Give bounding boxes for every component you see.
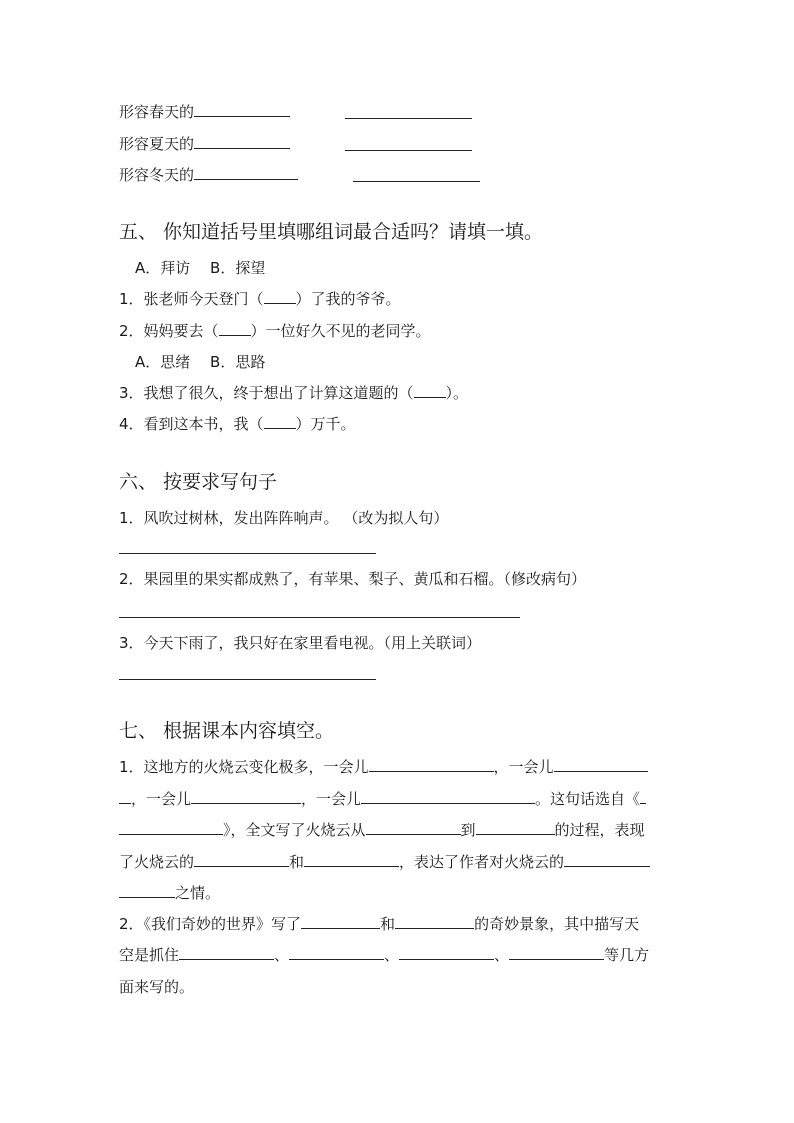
row-label: 形容冬天的 (119, 166, 195, 184)
answer-blank[interactable] (361, 789, 535, 804)
answer-blank[interactable] (264, 289, 296, 304)
answer-blank[interactable] (476, 820, 555, 835)
row-label: 形容夏天的 (119, 135, 195, 153)
question-item: 3．今天下雨了，我只好在家里看电视。（用上关联词） (119, 634, 482, 652)
question-item: 1．风吹过树林，发出阵阵响声。 （改为拟人句） (119, 509, 449, 527)
fill-line: 之情。 (119, 883, 220, 903)
fill-line: 面来写的。 (119, 978, 195, 996)
answer-blank[interactable] (509, 945, 604, 960)
fill-line: 空是抓住 、 、 、 等几方 (119, 946, 650, 964)
answer-line[interactable] (119, 553, 376, 554)
answer-blank[interactable] (191, 789, 301, 804)
section-title: 六、 按要求写句子 (119, 471, 278, 493)
fill-line: 了火烧云的 和 ，表达了作者对火烧云的 (119, 852, 650, 872)
question-row (119, 134, 290, 154)
question-item: 2．果园里的果实都成熟了，有苹果、梨子、黄瓜和石榴。（修改病句） (119, 570, 587, 588)
answer-blank[interactable] (345, 150, 472, 151)
answer-blank[interactable] (414, 383, 446, 398)
answer-blank[interactable] (219, 321, 251, 336)
answer-blank[interactable] (264, 414, 296, 429)
question-row (119, 165, 298, 185)
answer-blank[interactable] (289, 945, 384, 960)
fill-line: ，一会儿 ，一会儿 。这句话选自《 (119, 789, 646, 809)
question-row (119, 102, 290, 122)
answer-blank[interactable] (194, 852, 289, 867)
answer-blank[interactable] (119, 789, 131, 804)
answer-line[interactable] (119, 617, 520, 618)
row-label: 形容春天的 (119, 103, 195, 121)
answer-blank[interactable] (554, 757, 648, 772)
options-line: A．拜访 B．探望 (135, 259, 266, 277)
question-item: 3．我想了很久，终于想出了计算这道题的（ ）。 (119, 384, 469, 402)
fill-line: 1．这地方的火烧云变化极多，一会儿 ，一会儿 (119, 757, 648, 777)
answer-blank[interactable] (179, 945, 274, 960)
question-item: 4．看到这本书，我（ ）万千。 (119, 415, 356, 433)
answer-line[interactable] (119, 679, 376, 680)
answer-blank[interactable] (304, 852, 399, 867)
answer-blank[interactable] (194, 134, 290, 149)
answer-blank[interactable] (119, 820, 223, 835)
answer-blank[interactable] (564, 852, 650, 867)
answer-blank[interactable] (353, 181, 480, 182)
answer-blank[interactable] (345, 118, 472, 119)
answer-blank[interactable] (194, 102, 290, 117)
answer-blank[interactable] (395, 914, 474, 929)
question-item: 1．张老师今天登门（ ）了我的爷爷。 (119, 290, 401, 308)
section-title: 七、 根据课本内容填空。 (119, 720, 335, 742)
answer-blank[interactable] (194, 165, 298, 180)
answer-blank[interactable] (119, 883, 175, 898)
answer-blank[interactable] (369, 757, 494, 772)
section-title: 五、 你知道括号里填哪组词最合适吗？请填一填。 (119, 221, 544, 243)
fill-line: 2．《我们奇妙的世界》写了 和 的奇妙景象，其中描写天 (119, 915, 640, 933)
answer-blank[interactable] (399, 945, 494, 960)
options-line: A．思绪 B．思路 (135, 353, 266, 371)
fill-line: 》，全文写了火烧云从 到 的过程，表现 (119, 820, 645, 840)
answer-blank[interactable] (366, 820, 461, 835)
question-item: 2．妈妈要去（ ）一位好久不见的老同学。 (119, 322, 431, 340)
answer-blank[interactable] (301, 914, 380, 929)
answer-blank[interactable] (640, 789, 646, 804)
